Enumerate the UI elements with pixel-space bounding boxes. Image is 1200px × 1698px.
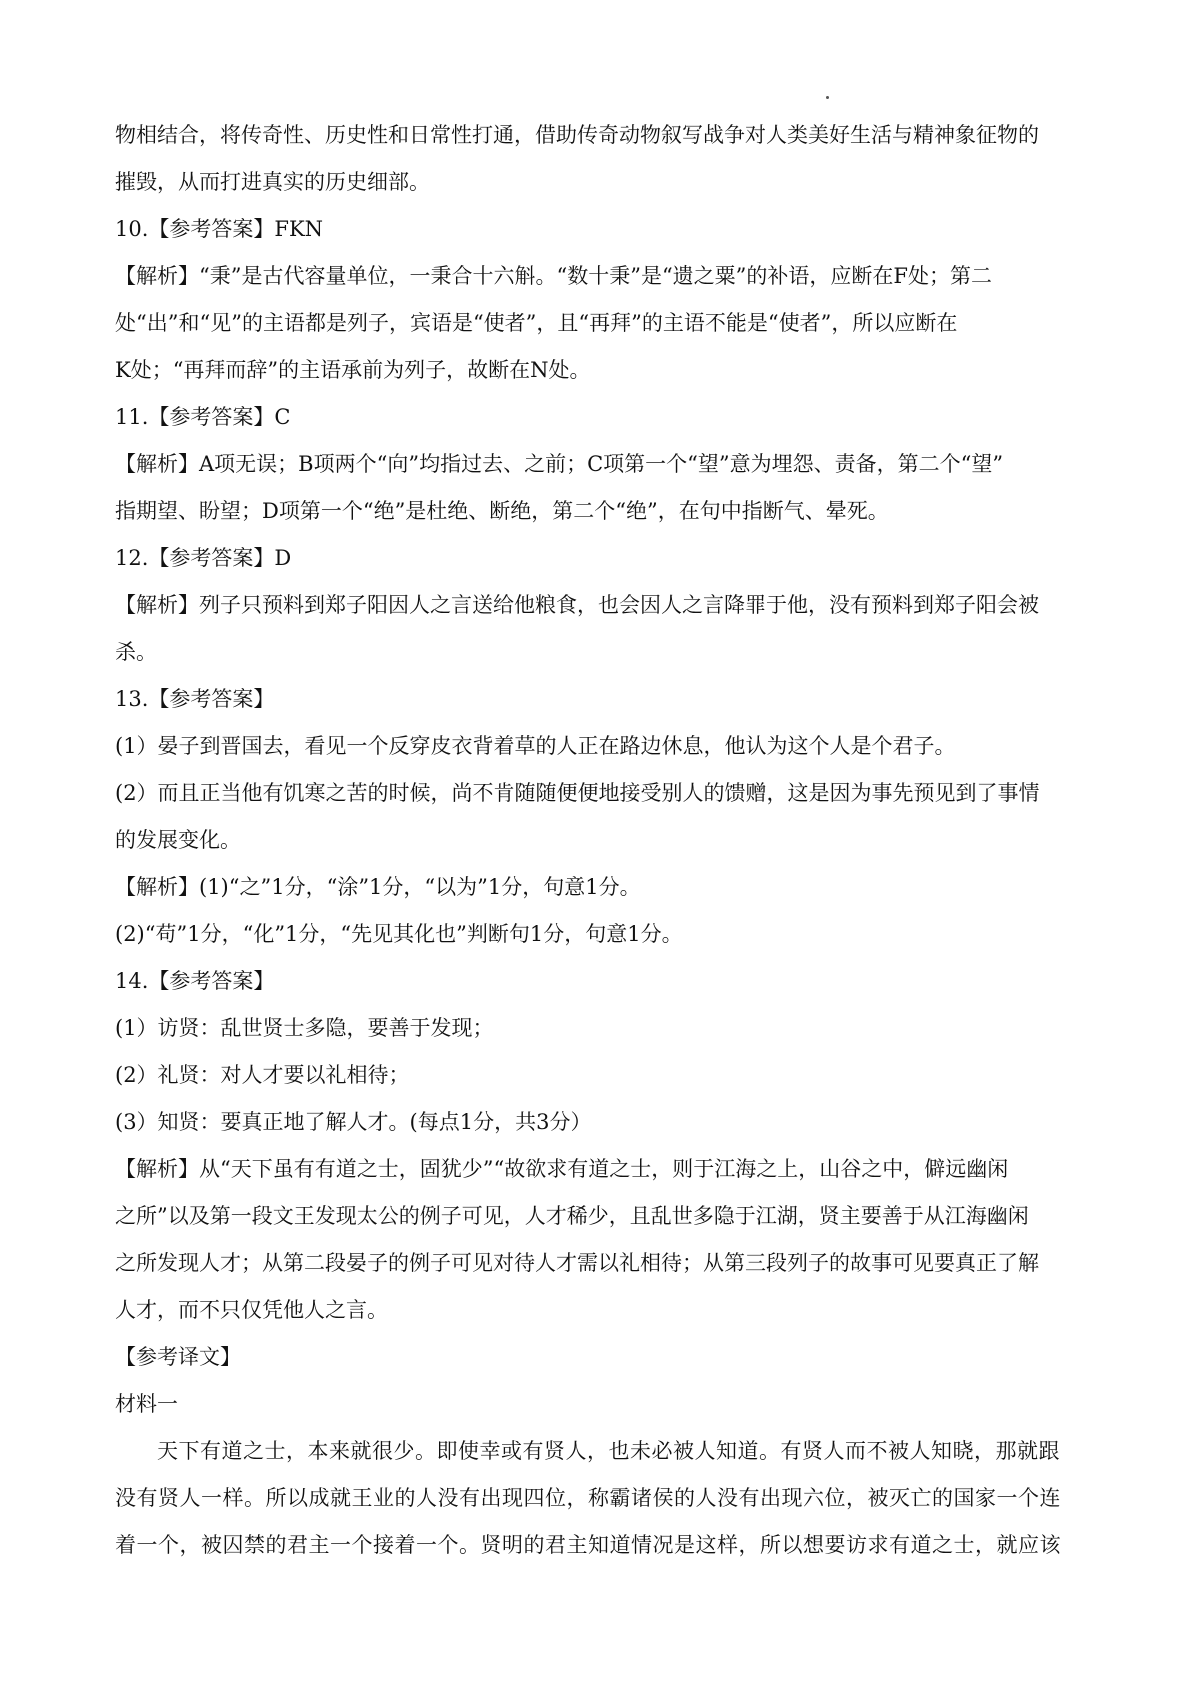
- material-heading: 材料一: [115, 1392, 178, 1416]
- text-line: (3）知贤：要真正地了解人才。(每点1分，共3分）: [115, 1110, 592, 1134]
- text-line: K处；“再拜而辞”的主语承前为列子，故断在N处。: [115, 358, 591, 382]
- text-line: (2）礼贤：对人才要以礼相待；: [115, 1063, 410, 1087]
- text-line: 【解析】从“天下虽有有道之士，固犹少”“故欲求有道之士，则于江海之上，山谷之中，僻远幽闲: [115, 1157, 1009, 1181]
- text-line: (2)“苟”1分，“化”1分，“先见其化也”判断句1分，句意1分。: [115, 922, 683, 946]
- text-line: 【解析】“秉”是古代容量单位，一秉合十六斛。“数十秉”是“遗之粟”的补语，应断在F处；第二: [115, 264, 992, 288]
- question-13-answer: 13.【参考答案】: [115, 687, 275, 711]
- text-line: 【解析】(1)“之”1分，“涂”1分，“以为”1分，句意1分。: [115, 875, 641, 899]
- answer-content: [115, 112, 1105, 1569]
- question-12-answer: 12.【参考答案】D: [115, 546, 292, 570]
- text-line: (1）访贤：乱世贤士多隐，要善于发现；: [115, 1016, 494, 1040]
- text-line: 之所发现人才；从第二段晏子的例子可见对待人才需以礼相待；从第三段列子的故事可见要真正了解: [115, 1251, 1039, 1275]
- text-line: 【解析】列子只预料到郑子阳因人之言送给他粮食，也会因人之言降罪于他，没有预料到郑子阳会被: [115, 593, 1039, 617]
- text-line: 之所”以及第一段文王发现太公的例子可见，人才稀少，且乱世多隐于江湖，贤主要善于从江海幽闲: [115, 1204, 1029, 1228]
- translation-line: 没有贤人一样。所以成就王业的人没有出现四位，称霸诸侯的人没有出现六位，被灭亡的国家一个连: [115, 1486, 1061, 1510]
- question-11-answer: 11.【参考答案】C: [115, 405, 291, 429]
- translation-line: 着一个，被囚禁的君主一个接着一个。贤明的君主知道情况是这样，所以想要访求有道之士，就应该: [115, 1533, 1061, 1557]
- translation-heading: 【参考译文】: [115, 1345, 241, 1369]
- text-line: 物相结合，将传奇性、历史性和日常性打通，借助传奇动物叙写战争对人类美好生活与精神象征物的: [115, 123, 1039, 147]
- text-line: 的发展变化。: [115, 828, 241, 852]
- text-line: (1）晏子到晋国去，看见一个反穿皮衣背着草的人正在路边休息，他认为这个人是个君子。: [115, 734, 956, 758]
- question-10-answer: 10.【参考答案】FKN: [115, 217, 324, 241]
- text-line: 摧毁，从而打进真实的历史细部。: [115, 170, 430, 194]
- text-line: 【解析】A项无误；B项两个“向”均指过去、之前；C项第一个“望”意为埋怨、责备，第二个“望”: [115, 452, 1004, 476]
- text-line: 指期望、盼望；D项第一个“绝”是杜绝、断绝，第二个“绝”，在句中指断气、晕死。: [115, 499, 889, 523]
- scan-dot: [826, 96, 829, 99]
- text-line: 人才，而不只仅凭他人之言。: [115, 1298, 388, 1322]
- text-line: 杀。: [115, 640, 157, 664]
- text-line: (2）而且正当他有饥寒之苦的时候，尚不肯随随便便地接受别人的馈赠，这是因为事先预见到了事情: [115, 781, 1040, 805]
- text-line: 处“出”和“见”的主语都是列子，宾语是“使者”，且“再拜”的主语不能是“使者”，所以应断在: [115, 311, 958, 335]
- translation-line: 天下有道之士，本来就很少。即使幸或有贤人，也未必被人知道。有贤人而不被人知晓，那就跟: [157, 1439, 1060, 1463]
- question-14-answer: 14.【参考答案】: [115, 969, 275, 993]
